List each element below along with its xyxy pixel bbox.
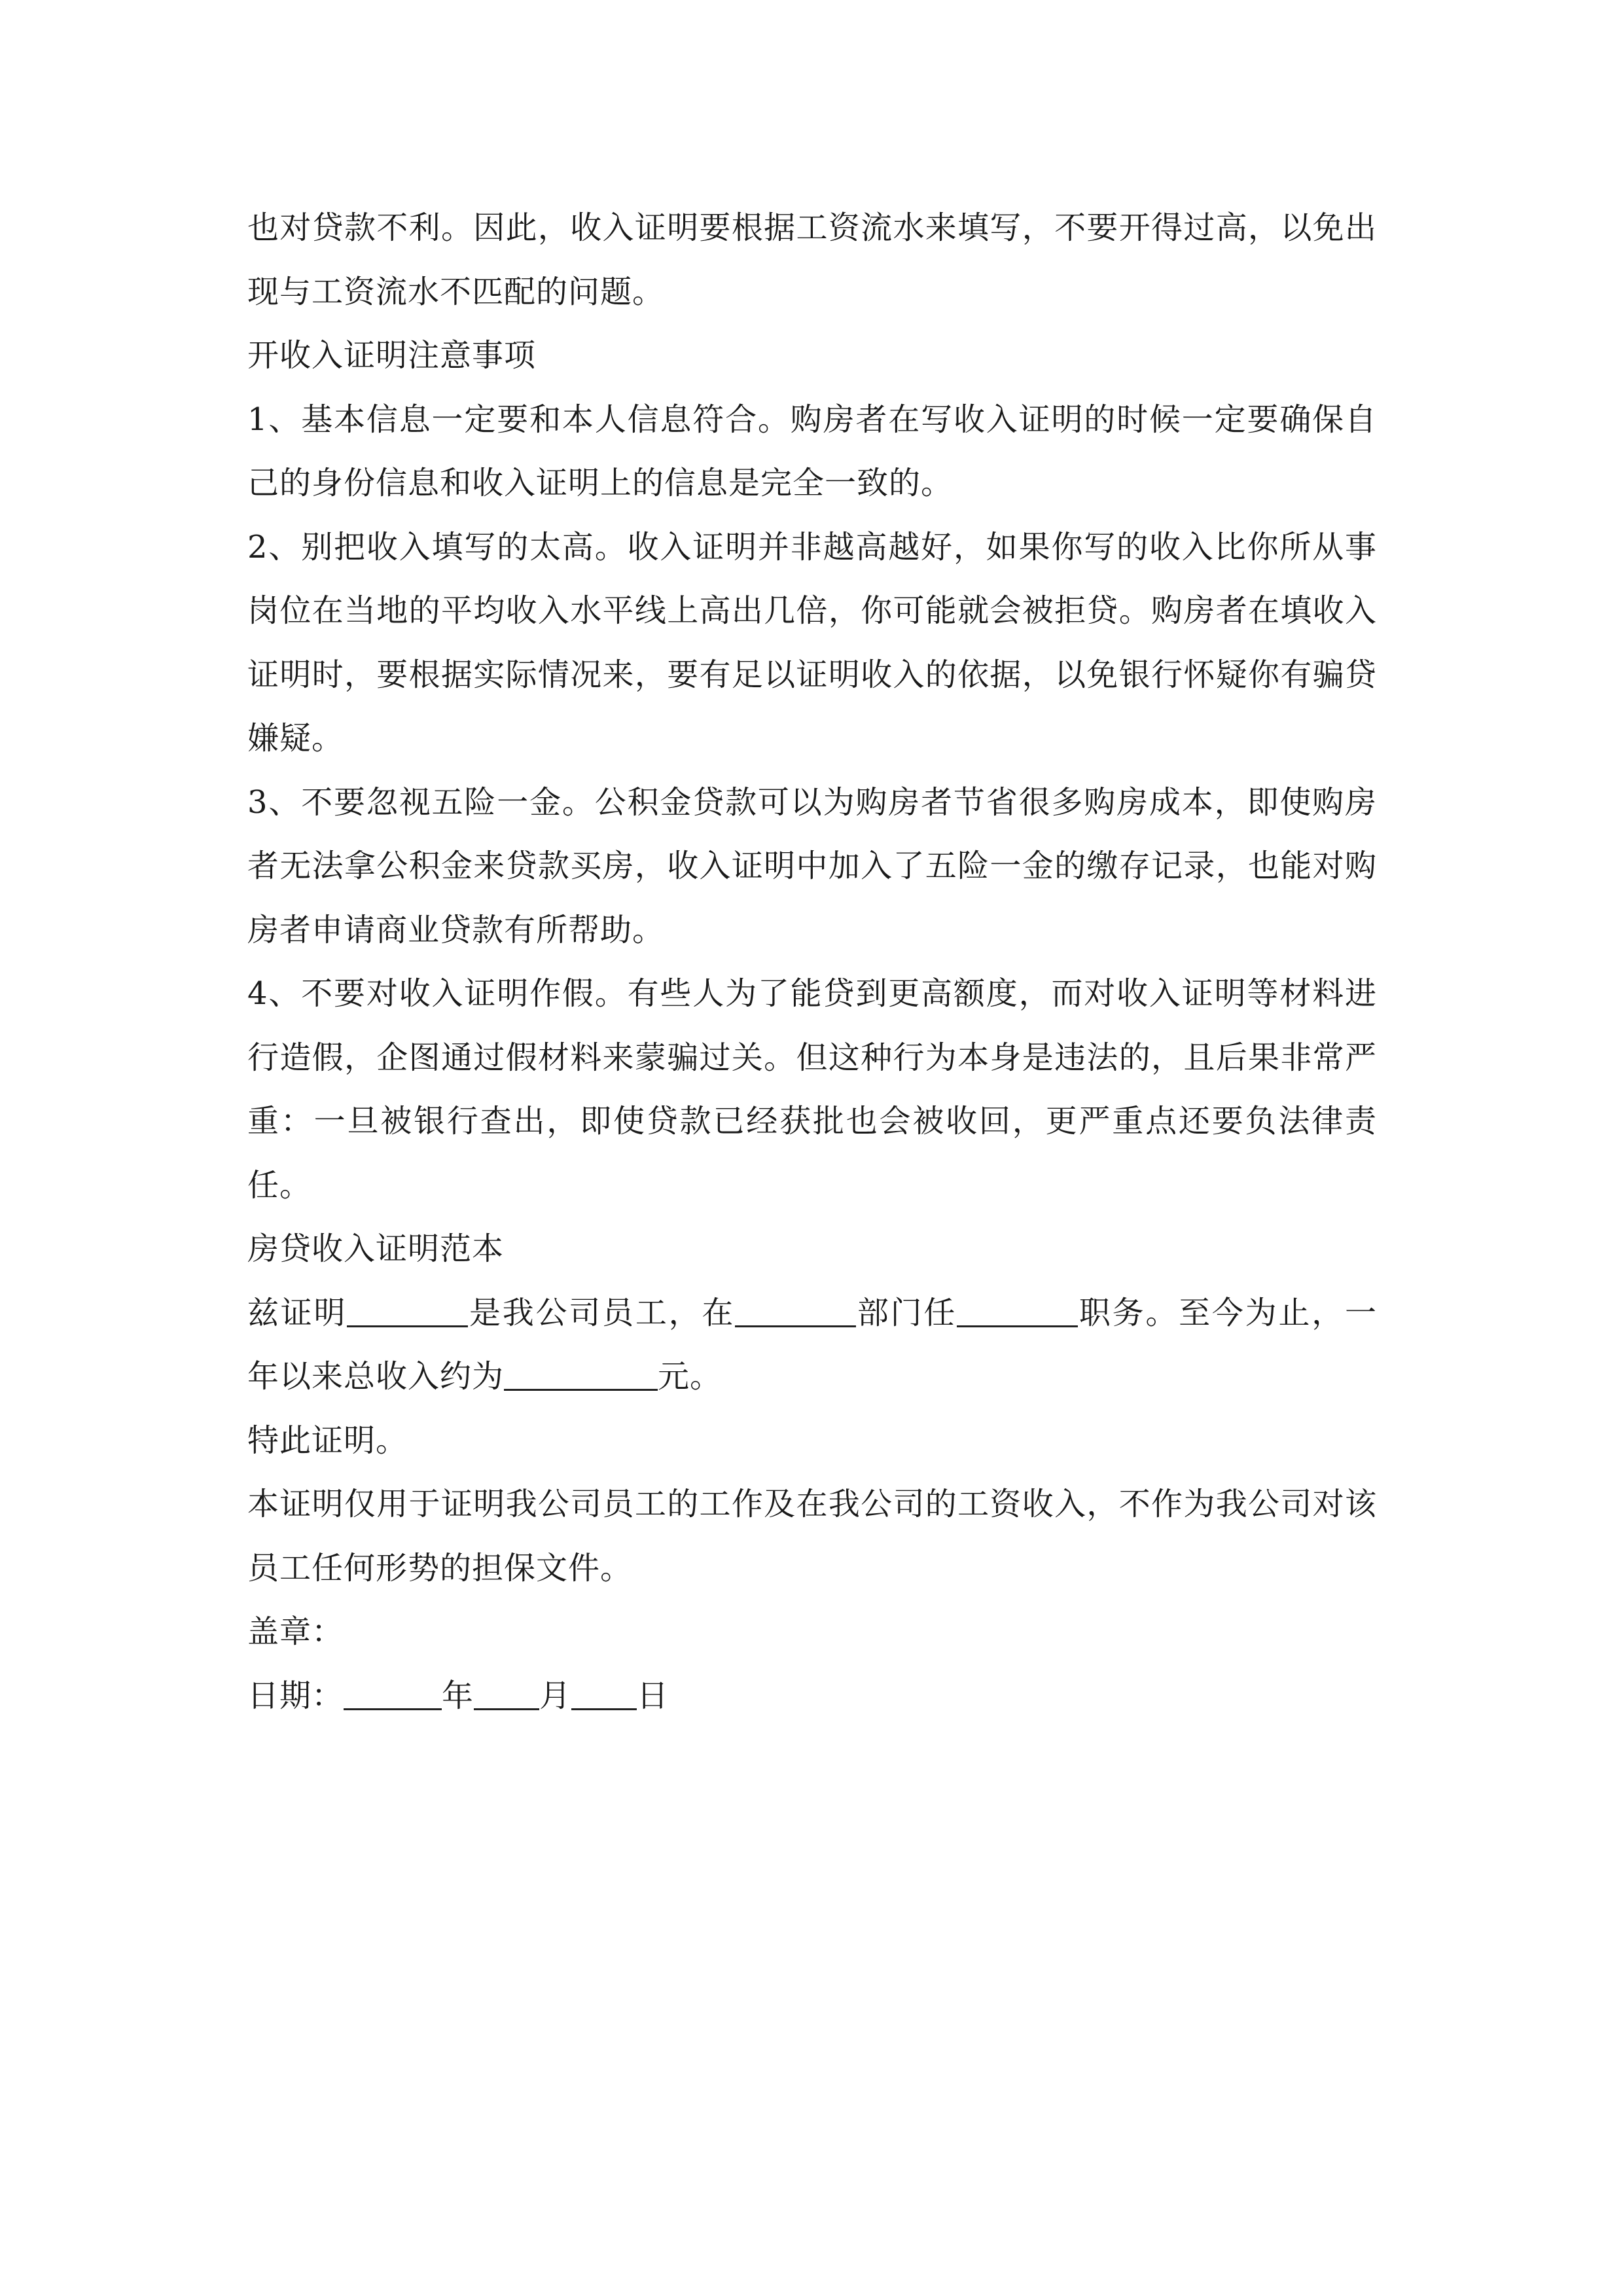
month-label: 月 xyxy=(539,1677,572,1714)
template-text-5: 元。 xyxy=(658,1358,722,1395)
document-body xyxy=(247,196,1377,1728)
disclaimer: 本证明仅用于证明我公司员工的工作及在我公司的工资收入，不作为我公司对该员工任何形势的担保文件。 xyxy=(247,1486,1377,1587)
employee-name-blank[interactable] xyxy=(347,1294,468,1327)
month-blank[interactable] xyxy=(474,1677,539,1710)
day-label: 日 xyxy=(637,1677,669,1714)
heading-template: 房贷收入证明范本 xyxy=(247,1230,505,1267)
seal-line: 盖章： xyxy=(247,1613,344,1650)
note-3: 3、不要忽视五险一金。公积金贷款可以为购房者节省很多购房成本，即使购房者无法拿公积金来贷款买房，收入证明中加入了五险一金的缴存记录，也能对购房者申请商业贷款有所帮助。 xyxy=(247,783,1377,948)
income-amount-blank[interactable] xyxy=(504,1357,658,1391)
paragraph-intro: 也对贷款不利。因此，收入证明要根据工资流水来填写，不要开得过高，以免出现与工资流水不匹配的问题。 xyxy=(247,209,1377,310)
year-blank[interactable] xyxy=(344,1677,442,1710)
template-text-1: 兹证明 xyxy=(247,1294,348,1331)
note-2: 2、别把收入填写的太高。收入证明并非越高越好，如果你写的收入比你所从事岗位在当地的平均收入水平线上高出几倍，你可能就会被拒贷。购房者在填收入证明时，要根据实际情况来，要有足以证明收入的依据，以免银行怀疑你有骗贷嫌疑。 xyxy=(247,528,1377,757)
heading-notes: 开收入证明注意事项 xyxy=(247,337,537,374)
position-blank[interactable] xyxy=(957,1294,1078,1327)
year-label: 年 xyxy=(442,1677,474,1714)
certify-line: 特此证明。 xyxy=(247,1422,408,1459)
date-line xyxy=(247,1664,1377,1729)
template-text-2: 是我公司员工，在 xyxy=(468,1294,736,1331)
template-text-4: 职务。至今为止，一年以来总收入约为 xyxy=(247,1294,1377,1395)
department-blank[interactable] xyxy=(735,1294,856,1327)
date-label: 日期： xyxy=(247,1677,344,1714)
day-blank[interactable] xyxy=(571,1677,637,1710)
note-1: 1、基本信息一定要和本人信息符合。购房者在写收入证明的时候一定要确保自己的身份信息和收入证明上的信息是完全一致的。 xyxy=(247,401,1377,501)
template-text-3: 部门任 xyxy=(856,1294,957,1331)
template-paragraph xyxy=(247,1282,1377,1409)
note-4: 4、不要对收入证明作假。有些人为了能贷到更高额度，而对收入证明等材料进行造假，企图通过假材料来蒙骗过关。但这种行为本身是违法的，且后果非常严重：一旦被银行查出，即使贷款已经获批也会被收回，更严重点还要负法律责任。 xyxy=(247,975,1377,1204)
